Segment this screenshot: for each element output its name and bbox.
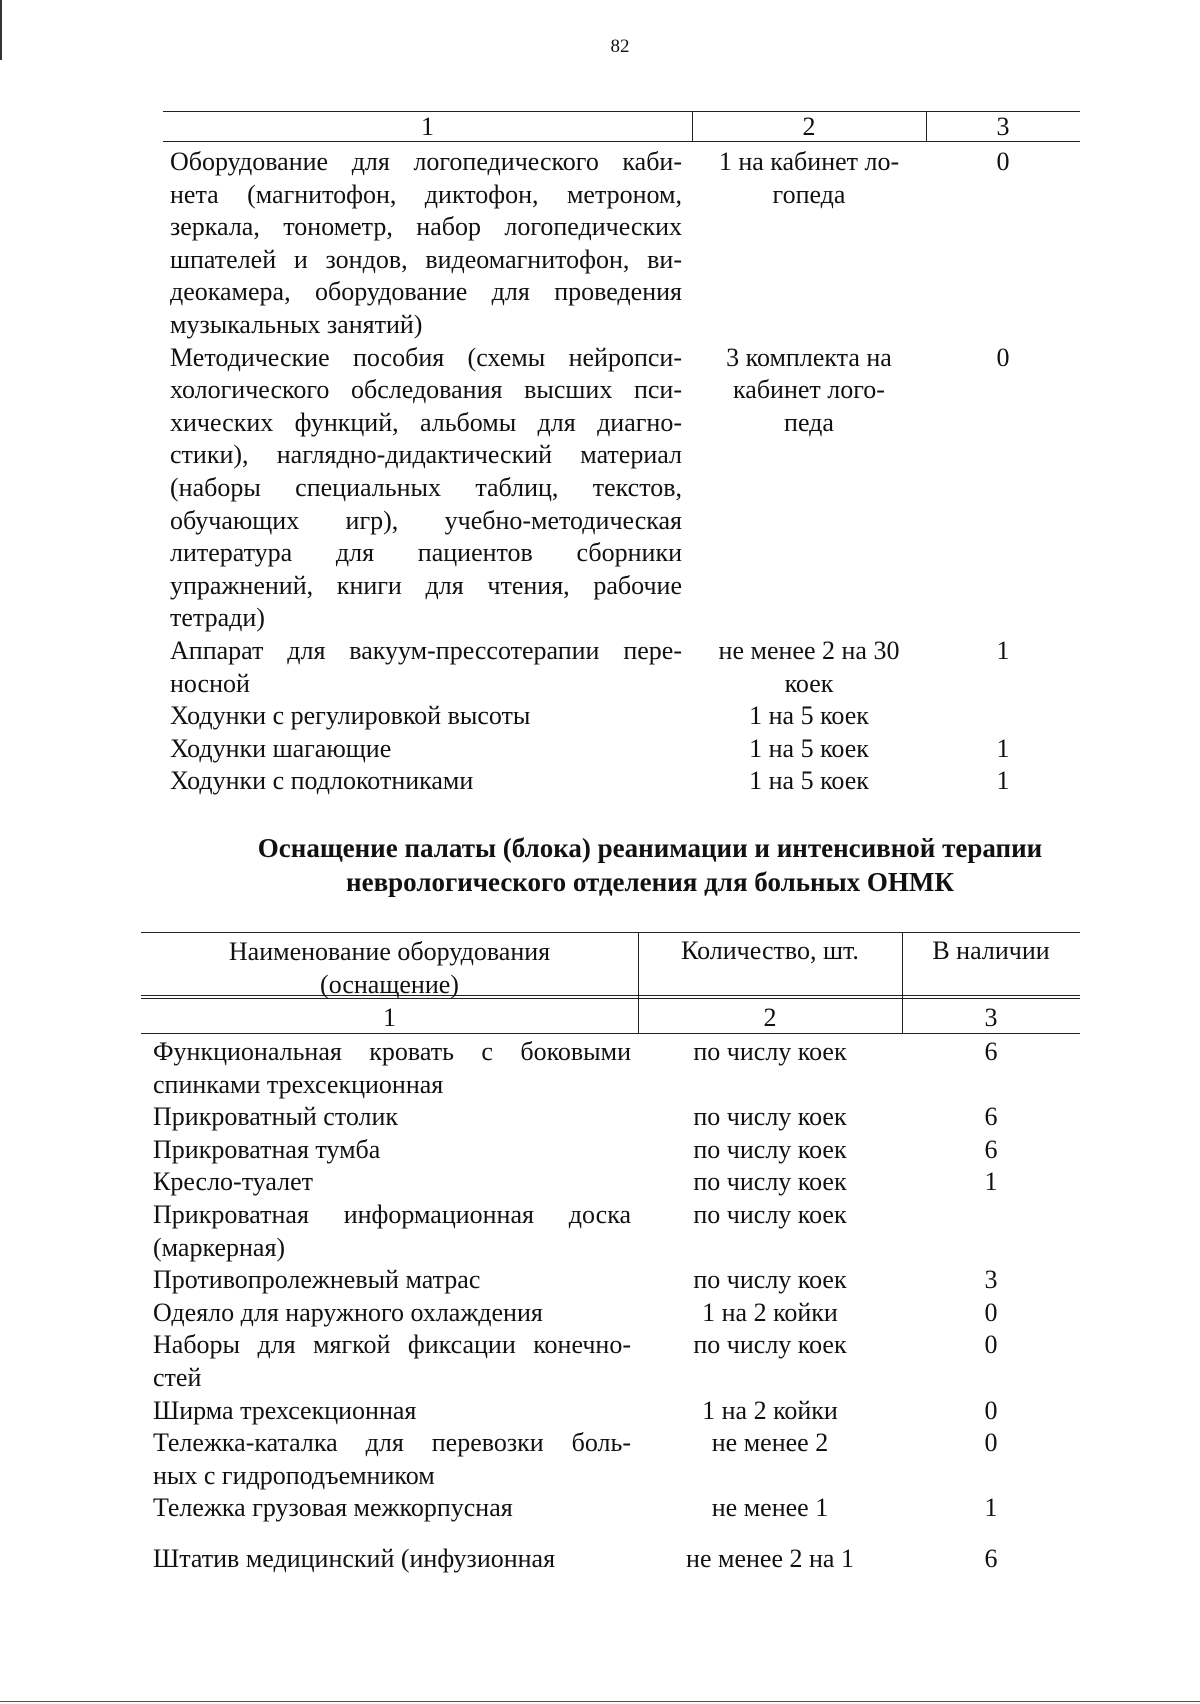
availability-value: 1: [984, 1493, 998, 1523]
equipment-name-line: (маркерная): [153, 1232, 286, 1262]
availability-value: 0: [984, 1428, 998, 1458]
header-line: (оснащение): [320, 970, 459, 999]
header-availability: В наличии: [932, 936, 1050, 965]
section-heading-line-1: Оснащение палаты (блока) реанимации и интенсивной терапии: [257, 833, 1043, 863]
availability-value: 6: [984, 1134, 998, 1164]
quantity-line: не менее 2: [711, 1428, 829, 1458]
availability-value: 1: [996, 733, 1010, 763]
equipment-name-line: Прикроватный столик: [153, 1102, 399, 1132]
column-number-3: 3: [984, 1003, 998, 1032]
column-number-1: 1: [383, 1003, 396, 1032]
availability-value: 3: [984, 1265, 998, 1295]
availability-value: [902, 1199, 1080, 1232]
quantity-line: по числу коек: [693, 1102, 847, 1132]
column-number-1: 1: [421, 112, 434, 141]
header-equipment-name: [141, 935, 638, 1001]
availability-value: [926, 700, 1080, 733]
equipment-name-line: (наборы специальных таблиц, текстов,: [170, 473, 682, 502]
scan-bottom-edge: [0, 1701, 1200, 1702]
quantity-line: по числу коек: [693, 1134, 847, 1164]
header-quantity: Количество, шт.: [681, 936, 859, 965]
equipment-name-line: хологического обследования высших пси-: [170, 375, 682, 405]
equipment-name-line: упражнений, книги для чтения, рабочие: [170, 570, 682, 600]
header-line: Наименование оборудования: [228, 937, 551, 966]
equipment-name-line: зеркала, тонометр, набор логопедических: [170, 212, 682, 242]
quantity-line: не менее 2 на 30: [718, 636, 900, 665]
quantity-line: не менее 1: [711, 1493, 829, 1523]
quantity-line: по числу коек: [693, 1200, 847, 1229]
equipment-name-line: нета (магнитофон, диктофон, метроном,: [170, 179, 682, 209]
quantity-line: педа: [784, 407, 834, 437]
quantity-line: по числу коек: [693, 1167, 847, 1197]
equipment-name-line: деокамера, оборудование для проведения: [170, 277, 682, 307]
column-number-3: 3: [996, 112, 1010, 141]
equipment-name-line: Ходунки шагающие: [170, 733, 392, 763]
availability-value: 0: [984, 1297, 998, 1327]
equipment-name-line: Ходунки с регулировкой высоты: [170, 701, 531, 731]
equipment-name-line: Наборы для мягкой фиксации конечно-: [153, 1330, 631, 1360]
availability-value: 1: [996, 636, 1010, 665]
equipment-name-line: тетради): [170, 603, 265, 633]
equipment-name-line: хических функций, альбомы для диагно-: [170, 407, 682, 437]
quantity-line: 1 на 5 коек: [749, 766, 869, 796]
equipment-name-line: Прикроватная тумба: [153, 1134, 381, 1164]
equipment-name-line: Кресло-туалет: [153, 1167, 314, 1197]
equipment-name-line: Оборудование для логопедического каби-: [170, 147, 682, 176]
page-number: 82: [610, 36, 630, 57]
equipment-name-line: Аппарат для вакуум-прессотерапии пере-: [170, 636, 682, 665]
equipment-name-line: Прикроватная информационная доска: [153, 1200, 631, 1229]
equipment-name-line: музыкальных занятий): [170, 310, 423, 339]
equipment-name-line: Одеяло для наружного охлаждения: [153, 1297, 543, 1327]
availability-value: 0: [984, 1330, 998, 1360]
quantity-line: 1 на кабинет ло-: [718, 147, 900, 176]
quantity-line: не менее 2 на 1: [686, 1543, 854, 1573]
equipment-name-line: Тележка-каталка для перевозки боль-: [153, 1428, 631, 1458]
equipment-name-line: Тележка грузовая межкорпусная: [153, 1493, 513, 1523]
column-number-2: 2: [763, 1003, 777, 1032]
equipment-name-line: Функциональная кровать с боковыми: [153, 1037, 631, 1066]
equipment-name-line: носной: [170, 668, 250, 698]
equipment-name-line: литература для пациентов сборники: [170, 538, 682, 568]
quantity-line: кабинет лого-: [733, 375, 885, 405]
quantity-line: 1 на 5 коек: [749, 701, 869, 731]
availability-value: 1: [996, 766, 1010, 796]
availability-value: 6: [984, 1102, 998, 1132]
equipment-name-line: стики), наглядно-дидактический материал: [170, 440, 682, 470]
section-heading-line-2: неврологического отделения для больных ОНМК: [346, 867, 954, 897]
equipment-name-line: Противопролежневый матрас: [153, 1265, 481, 1295]
quantity-line: 1 на 5 коек: [749, 733, 869, 763]
equipment-name-line: ных с гидроподъемником: [153, 1460, 435, 1490]
availability-value: 0: [984, 1395, 998, 1425]
equipment-name-line: обучающих игр), учебно-методическая: [170, 505, 682, 535]
quantity-line: коек: [784, 668, 834, 698]
equipment-name-line: стей: [153, 1363, 202, 1392]
quantity-line: 3 комплекта на: [726, 342, 892, 372]
quantity-line: по числу коек: [693, 1265, 847, 1295]
equipment-name-line: спинками трехсекционная: [153, 1069, 444, 1099]
availability-value: 0: [996, 342, 1010, 372]
quantity-line: гопеда: [772, 179, 846, 209]
equipment-name-line: шпателей и зондов, видеомагнитофон, ви-: [170, 244, 682, 274]
availability-value: 0: [996, 147, 1010, 176]
quantity-line: по числу коек: [693, 1037, 847, 1066]
equipment-name-line: Ходунки с подлокотниками: [170, 766, 474, 796]
equipment-name-line: Методические пособия (схемы нейропси-: [170, 342, 682, 372]
quantity-line: 1 на 2 койки: [702, 1395, 838, 1425]
column-number-2: 2: [802, 112, 816, 141]
equipment-name-line: Штатив медицинский (инфузионная: [153, 1543, 556, 1573]
availability-value: 6: [984, 1543, 998, 1573]
quantity-line: по числу коек: [693, 1330, 847, 1360]
table-top-border: [141, 932, 1080, 933]
quantity-line: 1 на 2 койки: [702, 1297, 838, 1327]
availability-value: 6: [984, 1037, 998, 1066]
equipment-name-line: Ширма трехсекционная: [153, 1395, 417, 1425]
availability-value: 1: [984, 1167, 998, 1197]
